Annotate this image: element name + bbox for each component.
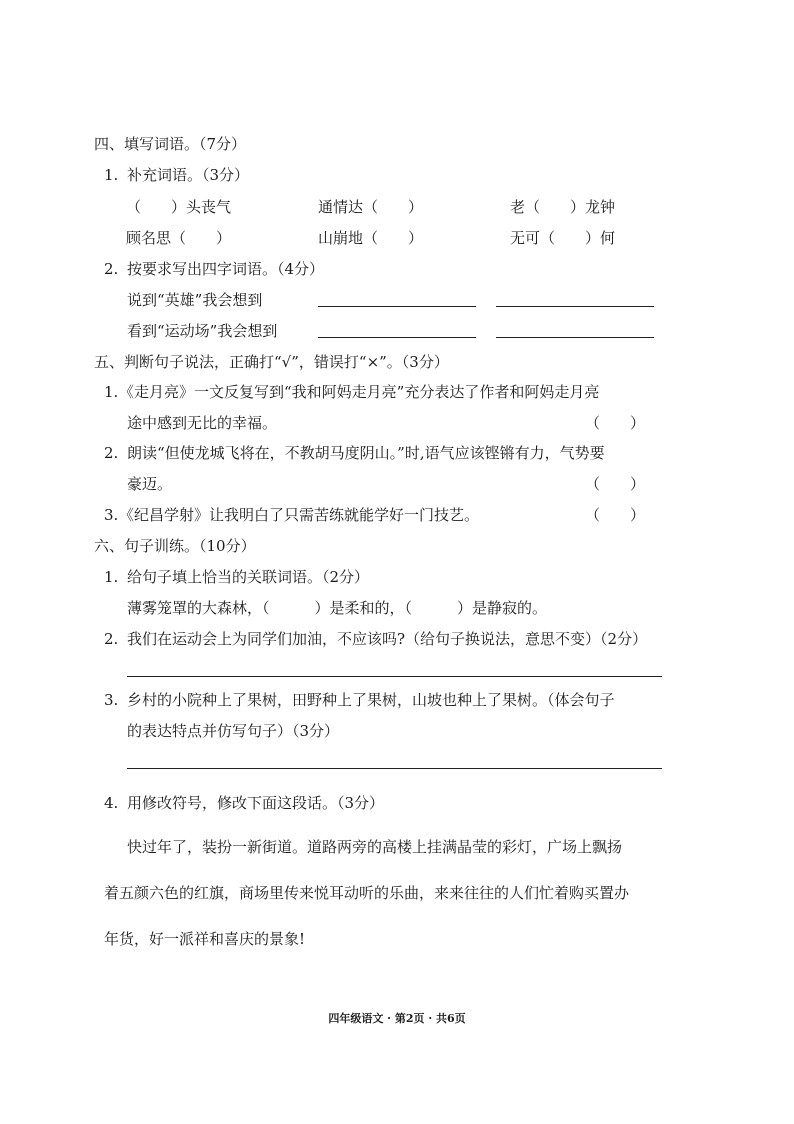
- s5-q3-line-1: 《纪昌学射》让我明白了只需苦练就能学好一门技艺。: [119, 506, 480, 524]
- s6-q1-sentence: 薄雾笼罩的大森林，（ ）是柔和的，（ ）是静寂的。: [127, 599, 548, 617]
- s5-q3-label: 3.: [104, 506, 119, 524]
- s4-q1-item-1: （ ）头丧气: [126, 198, 232, 216]
- s6-q3-line-2: 的表达特点并仿写句子）（3分）: [127, 722, 340, 740]
- page-footer: 四年级语文 · 第2页 · 共6页: [328, 1012, 466, 1025]
- s6-q2-text: 我们在运动会上为同学们加油，不应该吗?（给句子换说法，意思不变）（2分）: [127, 630, 648, 648]
- s4-q1-item-3: 老（ ）龙钟: [510, 198, 616, 216]
- s5-q1-line-2: 途中感到无比的幸福。: [127, 414, 278, 432]
- s6-q1-label: 1.: [104, 568, 119, 586]
- s6-q3-line-1: 乡村的小院种上了果树，田野种上了果树，山坡也种上了果树。（体会句子: [127, 691, 615, 709]
- s6-q1-text: 给句子填上恰当的关联词语。（2分）: [127, 568, 370, 586]
- s4-q1-item-5: 山崩地（ ）: [318, 229, 424, 247]
- section4-title: 四、填写词语。（7分）: [94, 135, 247, 153]
- s5-q1-label: 1.: [104, 383, 119, 401]
- s6-q4-label: 4.: [104, 794, 119, 812]
- s4-q2-text: 按要求写出四字词语。（4分）: [127, 260, 325, 278]
- s5-q2-line-2: 豪迈。: [127, 475, 173, 493]
- s4-q2-prompt-1: 说到“英雄”我会想到: [127, 291, 263, 309]
- s6-q4-paragraph-line-2: 着五颜六色的红旗，商场里传来悦耳动听的乐曲，来来往往的人们忙着购买置办: [104, 884, 630, 902]
- s4-q2-answer-line-2b[interactable]: [496, 337, 654, 338]
- s4-q1-item-2: 通情达（ ）: [318, 198, 424, 216]
- s6-q2-label: 2.: [104, 630, 119, 648]
- section5-title: 五、判断句子说法，正确打“√”，错误打“×”。（3分）: [94, 353, 449, 371]
- s5-q3-answer-paren[interactable]: （ ）: [585, 506, 646, 524]
- s6-q4-text: 用修改符号，修改下面这段话。（3分）: [127, 794, 385, 812]
- s6-q3-label: 3.: [104, 691, 119, 709]
- s4-q1-text: 补充词语。（3分）: [127, 166, 250, 184]
- s6-q3-answer-line[interactable]: [127, 768, 662, 769]
- s5-q1-line-1: 《走月亮》一文反复写到“我和阿妈走月亮”充分表达了作者和阿妈走月亮: [119, 383, 600, 401]
- s5-q1-answer-paren[interactable]: （ ）: [585, 414, 646, 432]
- s6-q2-answer-line[interactable]: [127, 676, 662, 677]
- s4-q1-item-4: 顾名思（ ）: [126, 229, 232, 247]
- s4-q2-prompt-2: 看到“运动场”我会想到: [127, 322, 278, 340]
- s4-q1-item-6: 无可（ ）何: [510, 229, 616, 247]
- s4-q1-label: 1.: [104, 166, 119, 184]
- s4-q2-label: 2.: [104, 260, 119, 278]
- s5-q2-answer-paren[interactable]: （ ）: [585, 475, 646, 493]
- s5-q2-line-1: 朗读“但使龙城飞将在，不教胡马度阴山。”时,语气应该铿锵有力，气势要: [127, 444, 605, 462]
- s6-q4-paragraph-line-3: 年货，好一派祥和喜庆的景象!: [104, 930, 306, 948]
- s6-q4-paragraph-line-1: 快过年了，装扮一新街道。道路两旁的高楼上挂满晶莹的彩灯，广场上飘扬: [127, 838, 623, 856]
- s4-q2-answer-line-2a[interactable]: [318, 337, 476, 338]
- s4-q2-answer-line-1a[interactable]: [318, 306, 476, 307]
- s5-q2-label: 2.: [104, 444, 119, 462]
- s4-q2-answer-line-1b[interactable]: [496, 306, 654, 307]
- section6-title: 六、句子训练。（10分）: [94, 537, 256, 555]
